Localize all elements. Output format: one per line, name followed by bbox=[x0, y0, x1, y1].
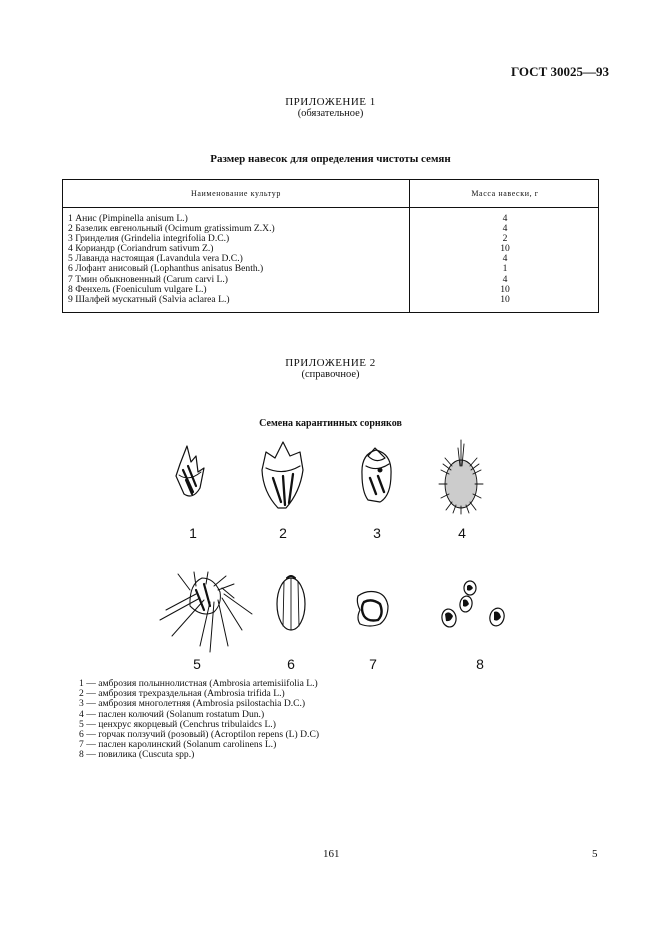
column-header-mass: Масса навески, г bbox=[471, 189, 539, 198]
seed-number-8: 8 bbox=[476, 656, 484, 672]
crop-name: 3 Гринделия (Grindelia integrifolia D.C.) bbox=[68, 233, 230, 245]
seed-5-illustration bbox=[160, 572, 252, 652]
page-number-right: 5 bbox=[592, 848, 598, 860]
seed-number-4: 4 bbox=[458, 525, 466, 541]
appendix1-title: ПРИЛОЖЕНИЕ 1 bbox=[285, 96, 376, 108]
legend-item: 1 — амброзия полыннолистная (Ambrosia artemisiifolia L.) bbox=[79, 678, 318, 689]
sample-mass: 2 bbox=[502, 233, 508, 245]
sample-mass: 10 bbox=[500, 283, 510, 295]
seed-1-illustration bbox=[176, 446, 204, 496]
appendix2-status: (справочное) bbox=[301, 369, 360, 380]
seed-3-illustration bbox=[362, 448, 391, 502]
legend-item: 7 — паслен каролинский (Solanum carolinens L.) bbox=[79, 739, 277, 751]
legend-item: 8 — повилика (Cuscuta spp.) bbox=[79, 749, 195, 761]
crop-name: 2 Базелик евгенольный (Ocimum gratissimum Z.X.) bbox=[68, 223, 275, 235]
table-row bbox=[63, 295, 598, 305]
seed-4-illustration bbox=[439, 440, 483, 514]
seed-number-7: 7 bbox=[369, 656, 377, 672]
crop-name: 6 Лофант анисовый (Lophanthus anisatus Benth.) bbox=[68, 263, 264, 275]
seed-7-illustration bbox=[357, 592, 388, 627]
crop-name: 8 Фенхель (Foeniculum vulgare L.) bbox=[68, 283, 207, 295]
table-header bbox=[63, 180, 598, 208]
seed-illustrations bbox=[0, 430, 661, 670]
table-body bbox=[63, 214, 598, 305]
legend-item: 3 — амброзия многолетняя (Ambrosia psilostachia D.C.) bbox=[79, 698, 306, 710]
seed-6-illustration bbox=[277, 576, 305, 630]
figure-title: Семена карантинных сорняков bbox=[259, 418, 402, 429]
sample-mass: 10 bbox=[500, 243, 510, 255]
seed-sample-table bbox=[62, 179, 599, 313]
seed-8-illustration bbox=[441, 581, 507, 628]
column-header-crop: Наименование культур bbox=[191, 189, 281, 198]
legend-item: 6 — горчак ползучий (розовый) (Acroptilon repens (L) D.C) bbox=[79, 729, 320, 741]
appendix2-title: ПРИЛОЖЕНИЕ 2 bbox=[285, 357, 376, 369]
legend-item: 5 — ценхрус якорцевый (Cenchrus tribulaidcs L.) bbox=[79, 718, 276, 730]
standard-number: ГОСТ 30025—93 bbox=[510, 64, 609, 79]
appendix1-status: (обязательное) bbox=[297, 108, 364, 119]
seed-number-3: 3 bbox=[373, 525, 381, 541]
seed-2-illustration bbox=[262, 442, 303, 508]
seed-number-5: 5 bbox=[193, 656, 201, 672]
crop-name: 4 Кориандр (Coriandrum sativum Z.) bbox=[68, 243, 214, 255]
sample-mass: 4 bbox=[502, 253, 508, 265]
seed-number-6: 6 bbox=[287, 656, 295, 672]
table-title: Размер навесок для определения чистоты семян bbox=[210, 153, 451, 165]
sample-mass: 1 bbox=[502, 263, 508, 275]
legend-item: 2 — амброзия трехраздельная (Ambrosia trifida L.) bbox=[79, 688, 285, 700]
crop-name: 7 Тмин обыкновенный (Carum carvi L.) bbox=[68, 273, 228, 285]
sample-mass: 4 bbox=[502, 213, 508, 224]
seed-number-1: 1 bbox=[189, 525, 197, 541]
seed-number-2: 2 bbox=[279, 525, 287, 541]
sample-mass: 4 bbox=[502, 223, 508, 235]
crop-name: 9 Шалфей мускатный (Salvia aclarea L.) bbox=[68, 293, 230, 305]
sample-mass: 4 bbox=[502, 273, 508, 285]
legend-item: 4 — паслен колючий (Solanum rostatum Dun.) bbox=[79, 708, 265, 720]
seed-legend bbox=[79, 679, 319, 761]
sample-mass: 10 bbox=[500, 293, 510, 305]
crop-name: 5 Лаванда настоящая (Lavandula vera D.C.) bbox=[68, 253, 243, 265]
crop-name: 1 Анис (Pimpinella anisum L.) bbox=[68, 213, 188, 224]
page-number-center: 161 bbox=[323, 848, 340, 860]
